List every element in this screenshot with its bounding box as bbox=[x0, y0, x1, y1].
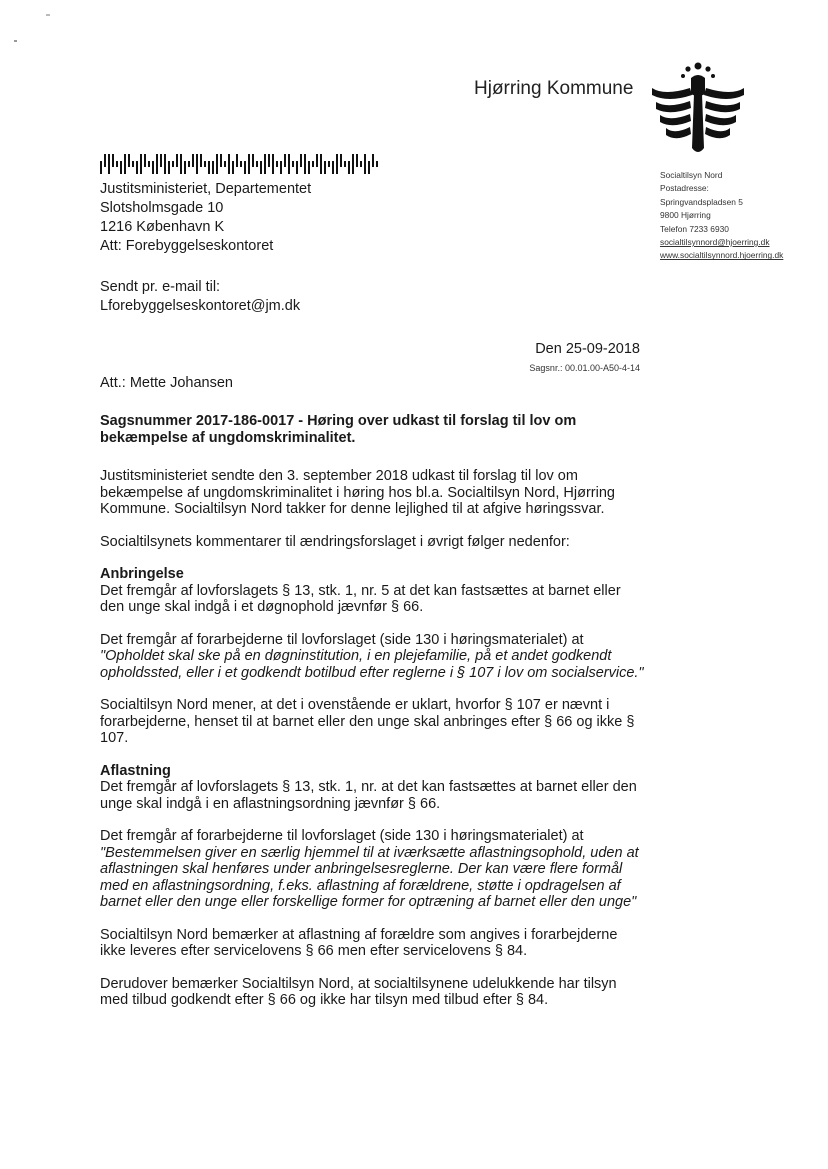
letter-body bbox=[100, 413, 645, 1025]
section2-paragraph-3: Socialtilsyn Nord bemærker at aflastning af forældre som angives i forarbejderne ikke leveres efter servicelovens § 66 men efter servicelovens § 84. bbox=[100, 926, 618, 959]
section1-quote: "Opholdet skal ske på en døgninstitution, i en plejefamilie, på et andet godkendt opholdssted, eller i et godkendt botilbud efter reglerne i § 107 i lov om socialservice." bbox=[100, 648, 644, 681]
sent-by-label: Sendt pr. e-mail til: bbox=[100, 279, 221, 295]
sender-address-block bbox=[660, 169, 783, 263]
case-number: Sagsnr.: 00.01.00-A50-4-14 bbox=[529, 363, 640, 373]
sender-phone: Telefon 7233 6930 bbox=[660, 223, 729, 234]
section2-paragraph-1: Det fremgår af lovforslagets § 13, stk. 1, nr. at det kan fastsættes at barnet eller den unge skal indgå i en aflastningsordning jævnfør § 66. bbox=[100, 779, 637, 812]
municipality-logo-icon bbox=[650, 60, 746, 160]
comments-intro: Socialtilsynets kommentarer til ændringsforslaget i øvrigt følger nedenfor: bbox=[100, 533, 570, 550]
postal-barcode bbox=[100, 154, 380, 174]
recipient-line: Slotsholmsgade 10 bbox=[100, 200, 224, 216]
section2-paragraph-2 bbox=[100, 828, 645, 911]
attention-line: Att.: Mette Johansen bbox=[100, 375, 233, 391]
intro-paragraph: Justitsministeriet sendte den 3. september 2018 udkast til forslag til lov om bekæmpelse af ungdomskriminalitet i høring hos bl.a. Socialtilsyn Nord, Hjørring Kommune. Socialtilsyn Nord takker for denne lejlighed til at afgive høringssvar. bbox=[100, 468, 615, 517]
letter-subject: Sagsnummer 2017-186-0017 - Høring over udkast til forslag til lov om bekæmpelse af ungdomskriminalitet. bbox=[100, 413, 577, 446]
recipient-line: 1216 København K bbox=[100, 219, 225, 235]
sender-postal-label: Postadresse: bbox=[660, 183, 709, 194]
sender-name: Socialtilsyn Nord bbox=[660, 170, 723, 180]
sender-email-link[interactable]: socialtilsynnord@hjoerring.dk bbox=[660, 237, 770, 248]
letter-date: Den 25-09-2018 bbox=[535, 341, 640, 357]
section1-paragraph-3: Socialtilsyn Nord mener, at det i ovenstående er uklart, hvorfor § 107 er nævnt i forarbejderne, henset til at barnet eller den unge skal anbringes efter § 66 og ikke § 107. bbox=[100, 697, 635, 746]
scan-mark bbox=[46, 14, 50, 16]
sent-by-address: Lforebyggelseskontoret@jm.dk bbox=[100, 298, 301, 314]
section-heading-anbringelse: Anbringelse bbox=[100, 566, 184, 582]
sender-web-link[interactable]: www.socialtilsynnord.hjoerring.dk bbox=[660, 250, 784, 261]
municipality-name: Hjørring Kommune bbox=[474, 78, 634, 99]
section2-paragraph-4: Derudover bemærker Socialtilsyn Nord, at socialtilsynene udelukkende har tilsyn med tilbud godkendt efter § 66 og ikke har tilsyn med tilbud efter § 84. bbox=[100, 975, 617, 1008]
recipient-address bbox=[100, 180, 311, 256]
section2-quote-lead: Det fremgår af forarbejderne til lovforslaget (side 130 i høringsmaterialet) at bbox=[100, 828, 584, 844]
sender-street: Springvandspladsen 5 bbox=[660, 196, 743, 207]
section1-quote-lead: Det fremgår af forarbejderne til lovforslaget (side 130 i høringsmaterialet) at bbox=[100, 631, 584, 648]
recipient-line: Att: Forebyggelseskontoret bbox=[100, 238, 274, 254]
scan-mark bbox=[14, 40, 17, 42]
section-heading-aflastning: Aflastning bbox=[100, 762, 171, 779]
sender-city: 9800 Hjørring bbox=[660, 210, 711, 221]
section1-paragraph-2 bbox=[100, 632, 645, 682]
section2-quote: "Bestemmelsen giver en særlig hjemmel til at iværksætte aflastningsophold, uden at aflastningen skal henføres under anbringelsesreglerne. Der kan være flere formål med en aflastningsordning, f.eks. aflastning af forældrene, støtte i opdragelsen af barnet eller den unge eller forskellige former for optræning af barnet eller den unge" bbox=[100, 844, 639, 910]
section1-paragraph-1: Det fremgår af lovforslagets § 13, stk. 1, nr. 5 at det kan fastsættes at barnet eller den unge skal indgå i et døgnophold jævnfør § 66. bbox=[100, 582, 621, 615]
recipient-line: Justitsministeriet, Departementet bbox=[100, 181, 312, 197]
sent-by-email bbox=[100, 278, 300, 316]
